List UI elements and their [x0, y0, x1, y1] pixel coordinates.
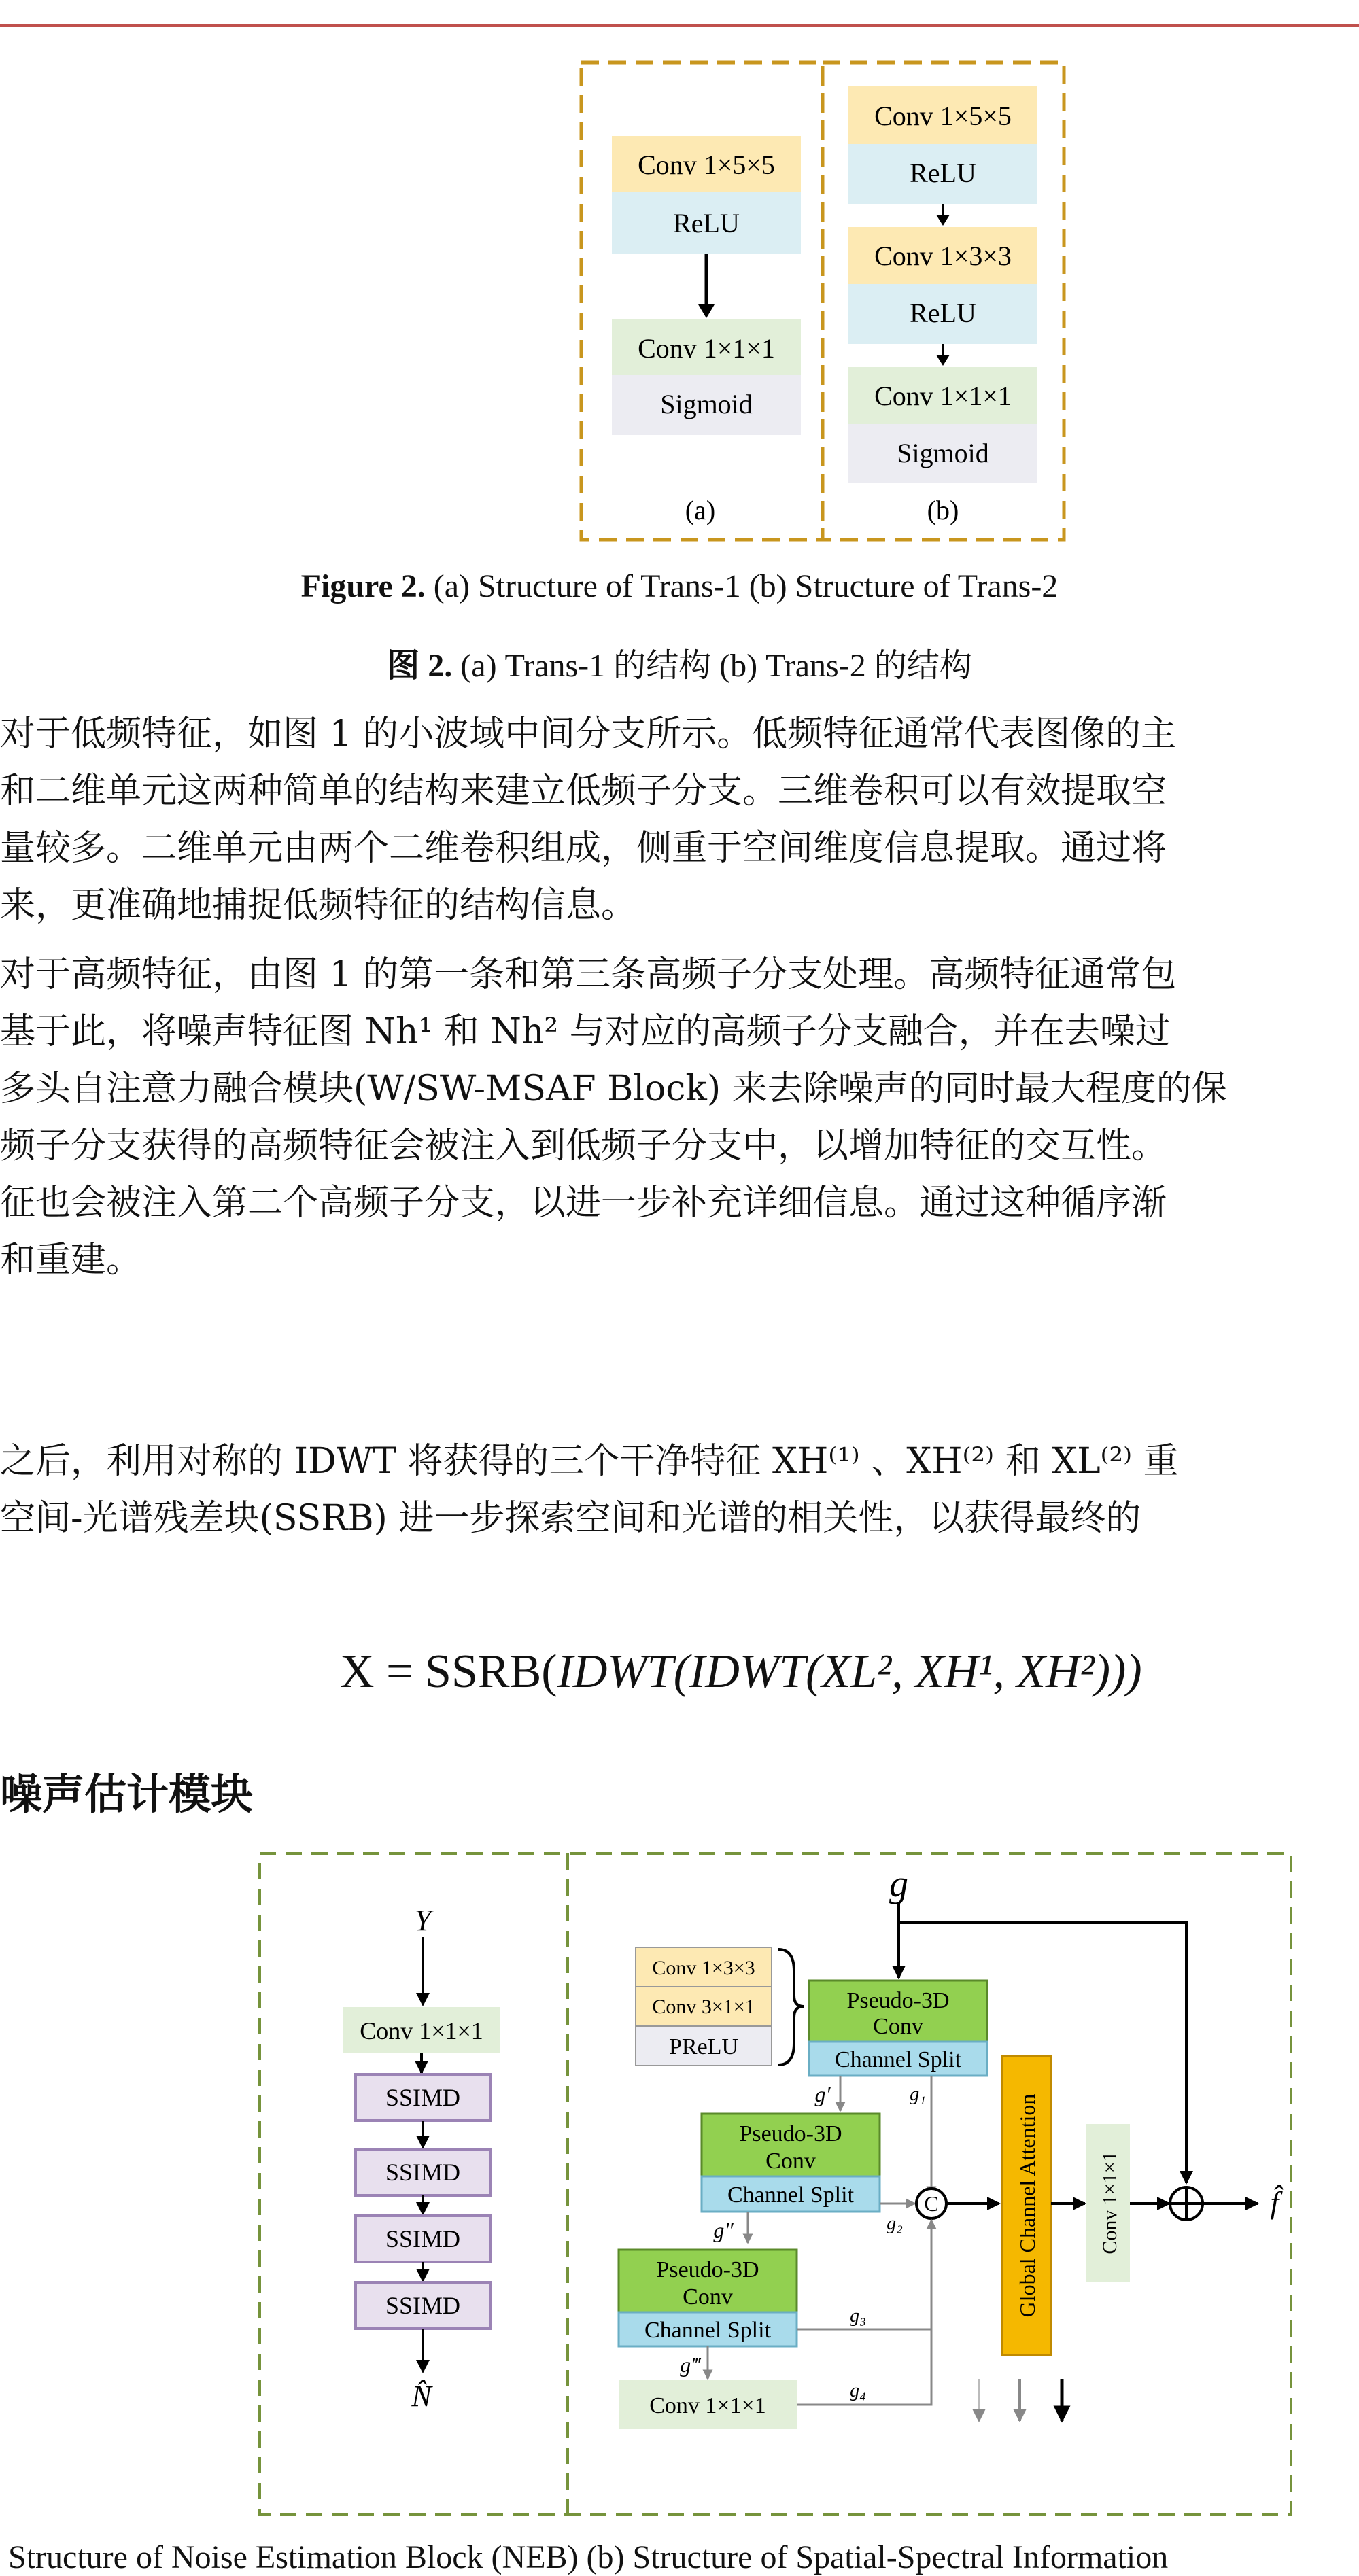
paragraph-line: 征也会被注入第二个高频子分支，以进一步补充详细信息。通过这种循序渐	[0, 1183, 1167, 1223]
split-3-label: Channel Split	[644, 2318, 772, 2343]
p3d-3-line2: Conv	[683, 2284, 733, 2310]
g3-label: g₃	[850, 2305, 866, 2327]
figure-2-caption-zh	[0, 639, 1359, 686]
paragraph-line: 多头自注意力融合模块(W/SW-MSAF Block) 来去除噪声的同时最大程度的保	[0, 1068, 1227, 1109]
panel-a-conv155-label: Conv 1×5×5	[638, 150, 775, 180]
paragraph-line: 空间-光谱残差块(SSRB) 进一步探索空间和光谱的相关性，以获得最终的	[0, 1498, 1141, 1539]
neb-output-label: N̂	[411, 2380, 432, 2413]
panel-b-conv111-label: Conv 1×1×1	[874, 381, 1012, 411]
panel-a-relu-label: ReLU	[673, 208, 740, 239]
neb-ssimd-label: SSIMD	[385, 2159, 461, 2186]
paragraph-line: 对于高频特征，由图 1 的第一条和第三条高频子分支处理。高频特征通常包	[0, 954, 1177, 995]
paragraph-line: 和重建。	[0, 1240, 142, 1281]
neb-ssimd-label: SSIMD	[385, 2225, 461, 2252]
conv-bottom-label: Conv 1×1×1	[649, 2393, 766, 2418]
neb-panel	[343, 1904, 500, 2413]
paragraph-line: 来，更准确地捕捉低频特征的结构信息。	[0, 885, 637, 926]
p3d-2-line1: Pseudo-3D	[739, 2121, 842, 2146]
paragraph-high-frequency	[0, 946, 1359, 1289]
neb-conv-label: Conv 1×1×1	[360, 2017, 483, 2044]
g4-label: g₄	[850, 2380, 866, 2401]
panel-a-label: (a)	[685, 495, 716, 525]
panel-b-relu2-label: ReLU	[910, 298, 976, 328]
panel-b-relu1-label: ReLU	[910, 158, 976, 188]
panel-a-sigmoid-label: Sigmoid	[660, 389, 753, 419]
section-title: 噪声估计模块	[0, 1769, 254, 1819]
conv-out-label: Conv 1×1×1	[1099, 2151, 1121, 2255]
legend-prelu-label: PReLU	[669, 2034, 738, 2059]
paragraph-line: 基于此，将噪声特征图 Nh¹ 和 Nh² 与对应的高频子分支融合，并在去噪过	[0, 1011, 1171, 1052]
p3d-1-line2: Conv	[873, 2014, 923, 2039]
figure-2-caption-en	[0, 568, 1359, 605]
paragraph-line: 量较多。二维单元由两个二维卷积组成，侧重于空间维度信息提取。通过将	[0, 828, 1167, 869]
split-1-label: Channel Split	[834, 2047, 962, 2072]
ssim-input-label: g	[889, 1863, 908, 1905]
figure-2-caption-zh-text: (a) Trans-1 的结构 (b) Trans-2 的结构	[452, 648, 972, 684]
panel-a	[612, 136, 801, 525]
paragraph-low-frequency	[0, 706, 1359, 934]
panel-b-sigmoid-label: Sigmoid	[897, 438, 989, 468]
panel-b-label: (b)	[927, 495, 959, 525]
p3d-3-line1: Pseudo-3D	[656, 2257, 759, 2282]
g1-label: g₁	[910, 2084, 926, 2105]
paragraph-reconstruction	[0, 1433, 1359, 1547]
equation-reconstruction	[340, 1645, 1142, 1699]
figure-2-caption-zh-label: 图 2.	[387, 648, 453, 684]
panel-b-conv155-label: Conv 1×5×5	[874, 101, 1012, 131]
g-tprime-label: g‴	[680, 2352, 700, 2377]
g-prime-label: g′	[814, 2082, 831, 2106]
figure-3-caption: Structure of Noise Estimation Block (NEB) (b) Structure of Spatial-Spectral Information	[8, 2539, 1169, 2575]
ssim-panel	[619, 1863, 1284, 2429]
panel-a-border	[581, 63, 823, 540]
equation-body: IDWT(IDWT(XL², XH¹, XH²)))	[557, 1646, 1142, 1698]
equation-lhs: X = SSRB(	[340, 1646, 557, 1698]
neb-ssimd-label: SSIMD	[385, 2292, 461, 2319]
p3d-1-line1: Pseudo-3D	[846, 1988, 950, 2013]
figure-3	[0, 1835, 1359, 2528]
g-dprime-label: g″	[713, 2218, 734, 2242]
ssim-output-label: f̂	[1270, 2185, 1279, 2220]
panel-a-conv111-label: Conv 1×1×1	[638, 333, 775, 364]
panel-b	[848, 86, 1037, 525]
figure-2-caption-en-text: (a) Structure of Trans-1 (b) Structure of Trans-2	[425, 568, 1059, 604]
g2-label: g₂	[887, 2213, 903, 2234]
paragraph-line: 之后，利用对称的 IDWT 将获得的三个干净特征 XH⁽¹⁾ 、XH⁽²⁾ 和 XL⁽²⁾ 重	[0, 1441, 1179, 1482]
figure-2-caption-en-label: Figure 2.	[300, 568, 426, 604]
paragraph-line: 和二维单元这两种简单的结构来建立低频子分支。三维卷积可以有效提取空	[0, 771, 1167, 812]
neb-input-label: Y	[414, 1904, 432, 1937]
paragraph-line: 对于低频特征，如图 1 的小波域中间分支所示。低频特征通常代表图像的主	[0, 714, 1177, 754]
concat-label: C	[924, 2191, 939, 2216]
p3d-2-line2: Conv	[765, 2148, 816, 2174]
legend-conv311-label: Conv 3×1×1	[652, 1996, 755, 2018]
panel-b-conv133-label: Conv 1×3×3	[874, 241, 1012, 271]
paragraph-line: 频子分支获得的高频特征会被注入到低频子分支中，以增加特征的交互性。	[0, 1126, 1167, 1166]
gca-label: Global Channel Attention	[1015, 2093, 1039, 2318]
split-2-label: Channel Split	[727, 2182, 855, 2208]
legend-brace	[778, 1949, 804, 2065]
legend-conv133-label: Conv 1×3×3	[652, 1957, 755, 1979]
figure-2	[0, 0, 1359, 564]
neb-ssimd-label: SSIMD	[385, 2084, 461, 2111]
